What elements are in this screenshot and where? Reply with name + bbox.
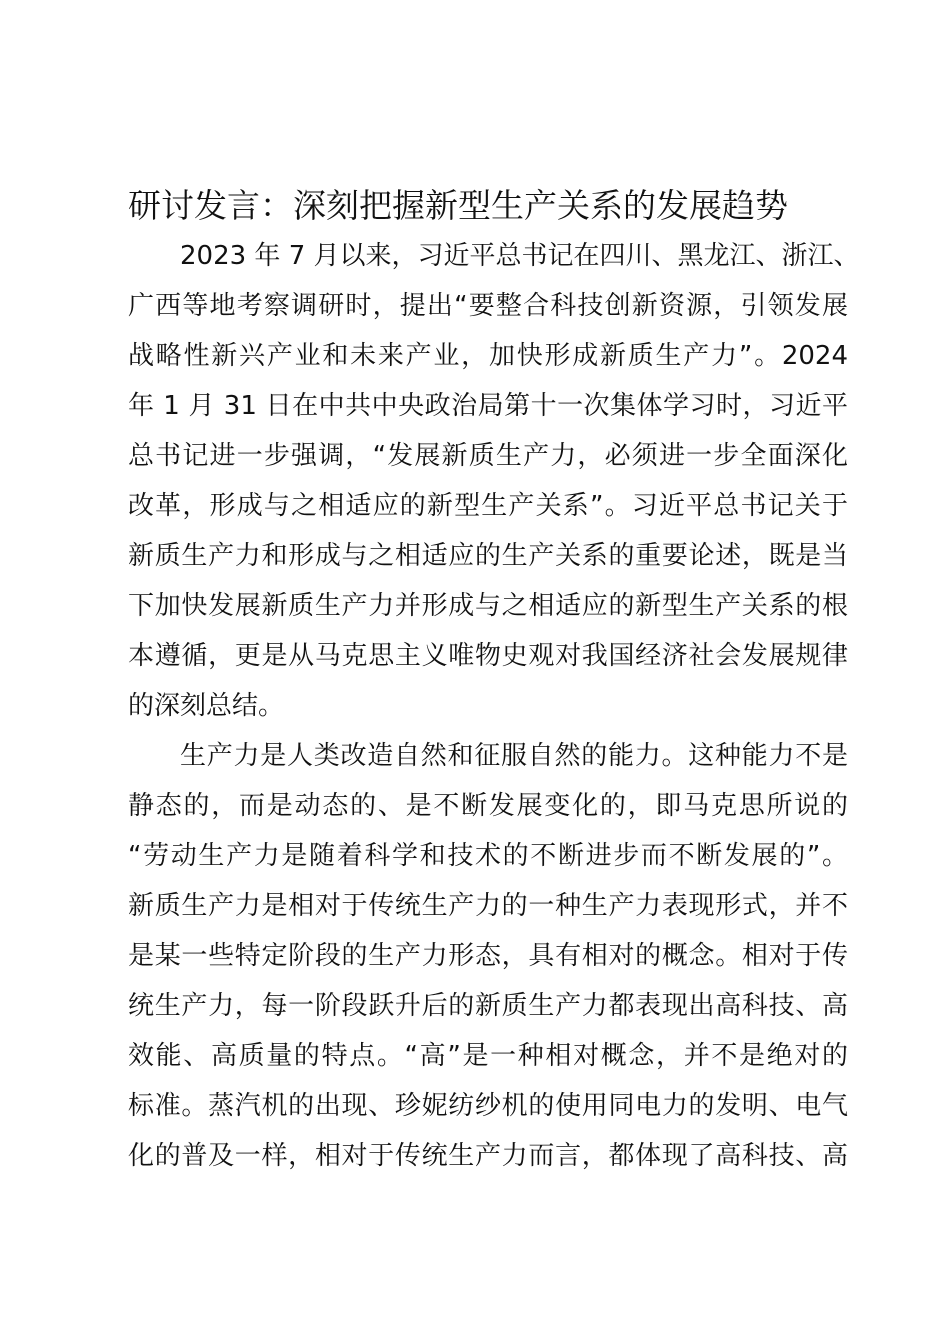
paragraph-line: 静态的，而是动态的、是不断发展变化的，即马克思所说的 bbox=[128, 791, 848, 821]
paragraph-line: 化的普及一样，相对于传统生产力而言，都体现了高科技、高 bbox=[128, 1141, 848, 1171]
paragraph-line: 是某一些特定阶段的生产力形态，具有相对的概念。相对于传 bbox=[128, 941, 848, 971]
paragraph-line: “劳动生产力是随着科学和技术的不断进步而不断发展的”。 bbox=[128, 841, 848, 871]
paragraph-line: 总书记进一步强调，“发展新质生产力，必须进一步全面深化 bbox=[128, 441, 848, 471]
paragraph-line: 下加快发展新质生产力并形成与之相适应的新型生产关系的根 bbox=[128, 591, 848, 621]
paragraph-line: 2023 年 7 月以来，习近平总书记在四川、黑龙江、浙江、 bbox=[180, 241, 860, 271]
paragraph-line: 的深刻总结。 bbox=[128, 691, 285, 721]
document-title: 研讨发言：深刻把握新型生产关系的发展趋势 bbox=[128, 186, 788, 225]
paragraph-line: 新质生产力是相对于传统生产力的一种生产力表现形式，并不 bbox=[128, 891, 848, 921]
paragraph-line: 统生产力，每一阶段跃升后的新质生产力都表现出高科技、高 bbox=[128, 991, 848, 1021]
paragraph-line: 标准。蒸汽机的出现、珍妮纺纱机的使用同电力的发明、电气 bbox=[128, 1091, 848, 1121]
paragraph-line: 生产力是人类改造自然和征服自然的能力。这种能力不是 bbox=[180, 741, 848, 771]
paragraph-line: 改革，形成与之相适应的新型生产关系”。习近平总书记关于 bbox=[128, 491, 848, 521]
paragraph-line: 效能、高质量的特点。“高”是一种相对概念，并不是绝对的 bbox=[128, 1041, 848, 1071]
paragraph-line: 本遵循，更是从马克思主义唯物史观对我国经济社会发展规律 bbox=[128, 641, 848, 671]
paragraph-line: 战略性新兴产业和未来产业，加快形成新质生产力”。2024 bbox=[128, 341, 848, 371]
paragraph-line: 年 1 月 31 日在中共中央政治局第十一次集体学习时，习近平 bbox=[128, 391, 848, 421]
paragraph-line: 广西等地考察调研时，提出“要整合科技创新资源，引领发展 bbox=[128, 291, 848, 321]
paragraph-line: 新质生产力和形成与之相适应的生产关系的重要论述，既是当 bbox=[128, 541, 848, 571]
